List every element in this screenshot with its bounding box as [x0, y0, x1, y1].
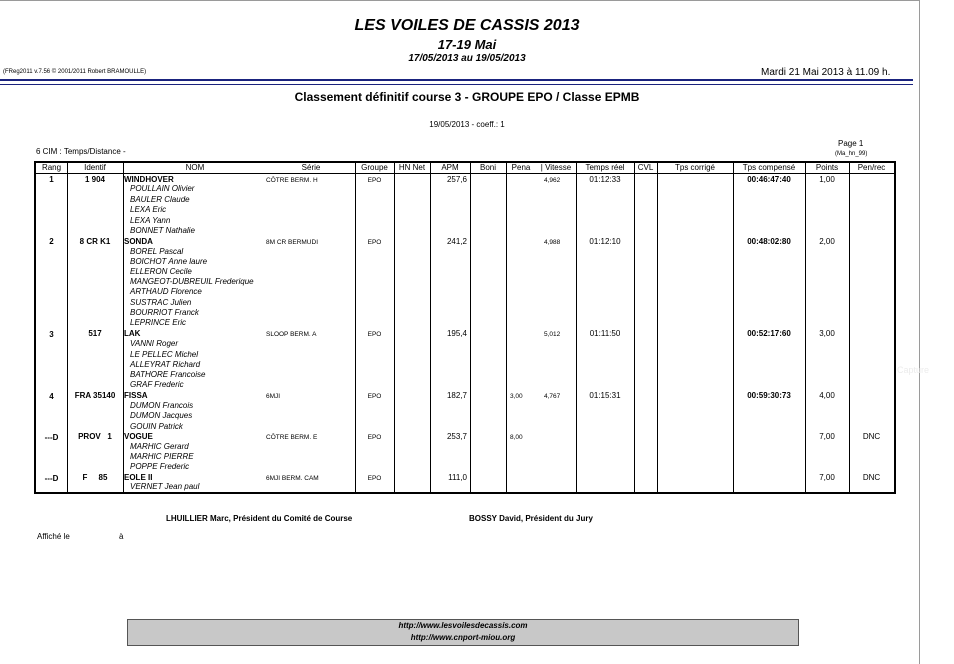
cell-points: 7,00	[819, 473, 835, 482]
cell-identif: 517	[88, 329, 102, 338]
cell-groupe: EPO	[367, 177, 382, 184]
cell-groupe: EPO	[367, 239, 382, 246]
header-tps-compense: Tps compensé	[742, 163, 796, 172]
print-date: Mardi 21 Mai 2013 à 11.09 h.	[761, 67, 891, 78]
cell-boat-name: LAK	[124, 329, 141, 338]
crew-member: MANGEOT-DUBREUIL Frederique	[130, 277, 254, 286]
cell-identif: 8 CR K1	[79, 237, 111, 246]
cell-groupe: EPO	[367, 331, 382, 338]
crew-member: ALLEYRAT Richard	[130, 360, 201, 369]
cell-rang: ---D	[44, 433, 59, 442]
report-subtitle: Classement définitif course 3 - GROUPE EPO / Classe EPMB	[294, 90, 640, 104]
cell-identif: F 85	[82, 473, 108, 482]
cell-tps-compense: 00:48:02:80	[747, 237, 791, 246]
page-number: Page 1	[838, 139, 864, 148]
cell-serie: 6MJI BERM. CAM	[266, 475, 319, 482]
cell-pena: 3,00	[510, 393, 523, 400]
crew-member: LEXA Yann	[130, 216, 171, 225]
cell-points: 1,00	[819, 175, 835, 184]
cell-groupe: EPO	[367, 434, 382, 441]
crew-member: BOREL Pascal	[130, 247, 184, 256]
header-rang: Rang	[41, 163, 62, 172]
header-points: Points	[815, 163, 839, 172]
header-pen-rec: Pen/rec	[857, 163, 886, 172]
cell-points: 7,00	[819, 432, 835, 441]
cell-serie: SLOOP BERM. A	[266, 331, 317, 338]
crew-member: SUSTRAC Julien	[130, 298, 192, 307]
column-divider	[576, 163, 577, 492]
crew-member: VANNI Roger	[130, 339, 179, 348]
header-boni: Boni	[479, 163, 496, 172]
cell-apm: 253,7	[446, 432, 467, 441]
scoring-method: 6 CIM : Temps/Distance -	[36, 147, 126, 156]
header-nom: NOM	[185, 163, 205, 172]
cell-apm: 257,6	[446, 175, 467, 184]
cell-serie: CÔTRE BERM. E	[266, 434, 318, 441]
table-header	[36, 163, 894, 174]
column-divider	[506, 163, 507, 492]
column-divider	[634, 163, 635, 492]
crew-member: DUMON Jacques	[130, 411, 193, 420]
header-pena: Pena	[511, 163, 531, 172]
jury-signature: BOSSY David, Président du Jury	[469, 514, 593, 523]
cell-serie: 8M CR BERMUDI	[266, 239, 319, 246]
cell-temps-reel: 01:15:31	[589, 391, 621, 400]
crew-member: GOUIN Patrick	[130, 422, 183, 431]
crew-member: LE PELLEC Michel	[130, 350, 199, 359]
cell-serie: CÔTRE BERM. H	[266, 177, 318, 184]
footer-link-cnport[interactable]: http://www.cnport-miou.org	[410, 633, 516, 642]
footer-link-voiles[interactable]: http://www.lesvoilesdecassis.com	[398, 621, 528, 630]
cell-rang: 1	[49, 175, 54, 184]
crew-member: LEXA Eric	[130, 205, 167, 214]
crew-member: LEPRINCE Eric	[130, 318, 187, 327]
capture-watermark: Capture	[897, 365, 930, 375]
cell-apm: 241,2	[446, 237, 467, 246]
cell-boat-name: VOGUE	[124, 432, 153, 441]
crew-member: VERNET Jean paul	[130, 482, 200, 491]
crew-member: GRAF Frederic	[130, 380, 184, 389]
crew-member: POULLAIN Olivier	[130, 184, 195, 193]
cell-rang: 3	[49, 330, 54, 339]
crew-member: MARHIC PIERRE	[130, 452, 194, 461]
cell-tps-compense: 00:46:47:40	[747, 175, 791, 184]
crew-member: BOURRIOT Franck	[130, 308, 199, 317]
cell-temps-reel: 01:12:33	[589, 175, 621, 184]
column-divider	[849, 163, 850, 492]
regatta-dates-short: 17-19 Mai	[437, 37, 497, 52]
column-divider	[657, 163, 658, 492]
posted-at-label: à	[119, 532, 124, 541]
crew-member: BATHORE Francoise	[130, 370, 206, 379]
column-divider	[733, 163, 734, 492]
cell-identif: 1 904	[84, 175, 106, 184]
cell-pen-rec: DNC	[862, 432, 881, 441]
software-credit: (FReg2011 v.7.56 © 2001/2011 Robert BRAMOULLE)	[3, 69, 147, 75]
crew-member: ARTHAUD Florence	[130, 287, 202, 296]
race-committee-signature: LHUILLIER Marc, Président du Comité de Course	[166, 514, 353, 523]
cell-points: 3,00	[819, 329, 835, 338]
header-apm: APM	[441, 163, 459, 172]
posted-on-label: Affiché le	[37, 532, 70, 541]
cell-temps-reel: 01:12:10	[589, 237, 621, 246]
crew-member: BONNET Nathalie	[130, 226, 195, 235]
cell-vitesse: 4,767	[544, 393, 561, 400]
race-date-coefficient: 19/05/2013 - coeff.: 1	[429, 120, 505, 129]
header-serie: Série	[301, 163, 321, 172]
crew-member: BAULER Claude	[130, 195, 190, 204]
column-divider	[67, 163, 68, 492]
cell-groupe: EPO	[367, 475, 382, 482]
column-divider	[470, 163, 471, 492]
cell-apm: 111,0	[448, 473, 467, 482]
cell-apm: 195,4	[446, 329, 467, 338]
cell-tps-compense: 00:52:17:60	[747, 329, 791, 338]
crew-member: POPPE Frederic	[130, 462, 190, 471]
crew-member: DUMON Francois	[130, 401, 194, 410]
cell-boat-name: SONDA	[124, 237, 153, 246]
cell-rang: ---D	[44, 474, 59, 483]
cell-pena: 8,00	[510, 434, 523, 441]
cell-apm: 182,7	[446, 391, 467, 400]
column-divider	[805, 163, 806, 492]
cell-groupe: EPO	[367, 393, 382, 400]
crew-member: ELLERON Cecile	[130, 267, 192, 276]
window-top-border	[0, 0, 920, 1]
cell-boat-name: FISSA	[124, 391, 148, 400]
cell-serie: 6MJI	[266, 393, 281, 400]
header-tps-corrige: Tps corrigé	[674, 163, 715, 172]
header-identif: Identif	[84, 163, 106, 172]
column-divider	[430, 163, 431, 492]
cell-vitesse: 5,012	[544, 331, 561, 338]
crew-member: BOICHOT Anne laure	[130, 257, 208, 266]
cell-temps-reel: 01:11:50	[589, 329, 621, 338]
header-rule	[0, 79, 913, 81]
cell-pen-rec: DNC	[862, 473, 881, 482]
regatta-title: LES VOILES DE CASSIS 2013	[354, 17, 580, 34]
column-divider	[394, 163, 395, 492]
cell-rang: 2	[49, 237, 54, 246]
cell-vitesse: 4,962	[544, 177, 561, 184]
regatta-dates-full: 17/05/2013 au 19/05/2013	[408, 53, 526, 64]
header-rule-thin	[0, 84, 913, 85]
column-divider	[355, 163, 356, 492]
cell-tps-compense: 00:59:30:73	[747, 391, 791, 400]
header-hn-net: HN Net	[398, 163, 426, 172]
header-vitesse: | Vitesse	[540, 163, 572, 172]
cell-identif: PROV 1	[78, 432, 112, 441]
header-cvl: CVL	[637, 163, 654, 172]
column-divider	[123, 163, 124, 492]
cell-boat-name: EOLE II	[124, 473, 153, 482]
header-temps-reel: Temps réel	[585, 163, 625, 172]
page-code: (Ma_hn_99)	[835, 151, 868, 157]
crew-member: MARHIC Gerard	[130, 442, 189, 451]
cell-points: 4,00	[819, 391, 835, 400]
cell-points: 2,00	[819, 237, 835, 246]
cell-rang: 4	[49, 392, 54, 401]
header-groupe: Groupe	[361, 163, 388, 172]
cell-boat-name: WINDHOVER	[124, 175, 174, 184]
cell-identif: FRA 35140	[74, 391, 116, 400]
cell-vitesse: 4,988	[544, 239, 561, 246]
footer-links	[127, 619, 799, 646]
